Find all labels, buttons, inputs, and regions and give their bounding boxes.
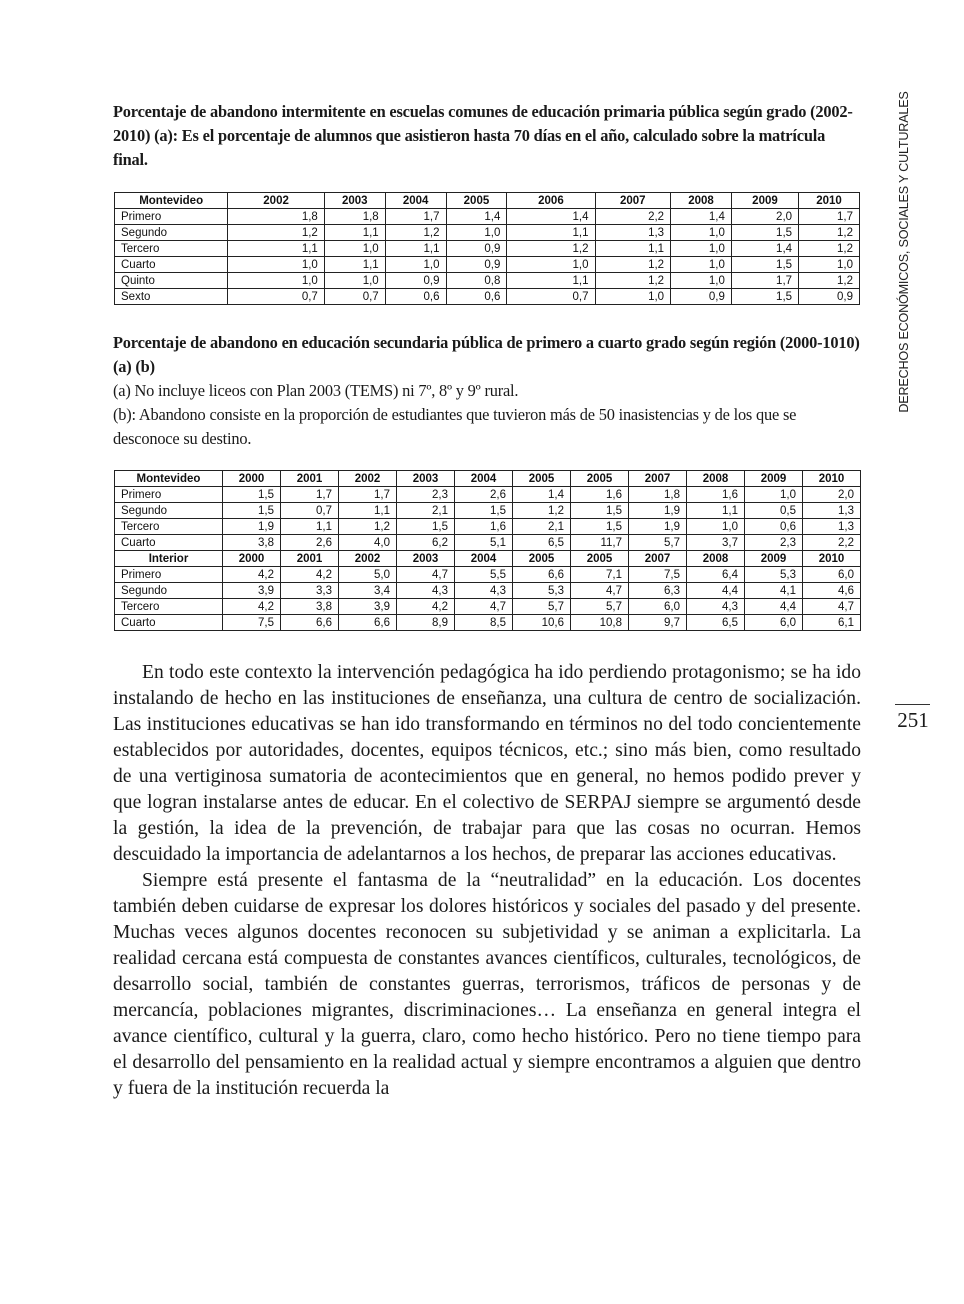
value-cell: 1,8 <box>228 209 325 225</box>
value-cell: 4,3 <box>687 599 745 615</box>
primary-dropout-table <box>114 192 860 305</box>
value-cell: 1,9 <box>223 519 281 535</box>
value-cell: 9,7 <box>629 615 687 631</box>
value-cell: 1,6 <box>571 487 629 503</box>
value-cell: 1,5 <box>731 257 798 273</box>
value-cell: 1,2 <box>799 273 860 289</box>
value-cell: 1,2 <box>339 519 397 535</box>
grade-label-cell: Tercero <box>115 599 223 615</box>
value-cell: 4,1 <box>745 583 803 599</box>
value-cell: 7,5 <box>223 615 281 631</box>
value-cell: 0,8 <box>446 273 507 289</box>
value-cell: 7,5 <box>629 567 687 583</box>
value-cell: 1,1 <box>281 519 339 535</box>
table-row <box>115 273 860 289</box>
table2-header-row <box>115 471 861 487</box>
value-cell: 5,3 <box>745 567 803 583</box>
value-cell: 1,0 <box>687 519 745 535</box>
value-cell: 1,2 <box>228 225 325 241</box>
value-cell: 1,4 <box>671 209 732 225</box>
year-header-cell: 2010 <box>803 551 861 567</box>
value-cell: 1,7 <box>799 209 860 225</box>
value-cell: 0,9 <box>799 289 860 305</box>
value-cell: 1,2 <box>513 503 571 519</box>
table2-note-b: (b): Abandono consiste en la proporción de estudiantes que tuvieron más de 50 inasistencias y de los que se desconoce su destino. <box>113 405 797 448</box>
grade-label-cell: Segundo <box>115 225 228 241</box>
year-header-cell: 2008 <box>687 551 745 567</box>
value-cell: 0,7 <box>324 289 385 305</box>
year-header-cell: 2005 <box>571 551 629 567</box>
value-cell: 2,1 <box>397 503 455 519</box>
table1-caption-title: Porcentaje de abandono intermitente en escuelas comunes de educación primaria pública según grado (2002-2010) (a): Es el porcentaje de alumnos que asistieron hasta 70 días en el año, calculado sobre la matrícula final. <box>113 102 853 169</box>
value-cell: 4,2 <box>223 599 281 615</box>
value-cell: 5,3 <box>513 583 571 599</box>
value-cell: 1,4 <box>513 487 571 503</box>
value-cell: 8,9 <box>397 615 455 631</box>
year-header-cell: 2002 <box>339 471 397 487</box>
value-cell: 0,9 <box>385 273 446 289</box>
table1-header-row <box>115 193 860 209</box>
value-cell: 4,0 <box>339 535 397 551</box>
running-head-vertical <box>893 91 915 413</box>
region-header-cell: Interior <box>115 551 223 567</box>
year-header-cell: 2004 <box>455 551 513 567</box>
value-cell: 1,8 <box>324 209 385 225</box>
value-cell: 4,3 <box>455 583 513 599</box>
value-cell: 10,8 <box>571 615 629 631</box>
value-cell: 1,1 <box>507 225 595 241</box>
value-cell: 0,6 <box>385 289 446 305</box>
value-cell: 0,5 <box>745 503 803 519</box>
value-cell: 4,2 <box>281 567 339 583</box>
year-header-cell: 2003 <box>397 551 455 567</box>
value-cell: 10,6 <box>513 615 571 631</box>
value-cell: 0,9 <box>446 257 507 273</box>
grade-label-cell: Cuarto <box>115 257 228 273</box>
value-cell: 4,3 <box>397 583 455 599</box>
year-header-cell: 2004 <box>385 193 446 209</box>
value-cell: 1,0 <box>671 241 732 257</box>
value-cell: 1,1 <box>324 257 385 273</box>
value-cell: 1,1 <box>324 225 385 241</box>
value-cell: 6,5 <box>687 615 745 631</box>
value-cell: 1,7 <box>281 487 339 503</box>
value-cell: 6,4 <box>687 567 745 583</box>
year-header-cell: 2005 <box>446 193 507 209</box>
value-cell: 1,9 <box>629 519 687 535</box>
value-cell: 4,4 <box>745 599 803 615</box>
value-cell: 1,1 <box>687 503 745 519</box>
value-cell: 1,5 <box>223 487 281 503</box>
value-cell: 1,1 <box>228 241 325 257</box>
grade-label-cell: Sexto <box>115 289 228 305</box>
running-head-text: DERECHOS ECONÓMICOS, SOCIALES Y CULTURALES <box>897 91 911 413</box>
value-cell: 2,2 <box>595 209 671 225</box>
value-cell: 6,6 <box>339 615 397 631</box>
year-header-cell: 2003 <box>324 193 385 209</box>
value-cell: 4,4 <box>687 583 745 599</box>
value-cell: 0,6 <box>446 289 507 305</box>
table-row <box>115 225 860 241</box>
value-cell: 11,7 <box>571 535 629 551</box>
year-header-cell: 2009 <box>745 551 803 567</box>
year-header-cell: 2003 <box>397 471 455 487</box>
value-cell: 1,1 <box>339 503 397 519</box>
value-cell: 5,7 <box>629 535 687 551</box>
table2-caption <box>113 331 861 451</box>
value-cell: 0,7 <box>228 289 325 305</box>
value-cell: 6,0 <box>803 567 861 583</box>
year-header-cell: 2001 <box>281 551 339 567</box>
value-cell: 0,7 <box>507 289 595 305</box>
value-cell: 1,1 <box>507 273 595 289</box>
value-cell: 4,7 <box>571 583 629 599</box>
value-cell: 5,1 <box>455 535 513 551</box>
value-cell: 6,1 <box>803 615 861 631</box>
grade-label-cell: Tercero <box>115 241 228 257</box>
value-cell: 1,9 <box>629 503 687 519</box>
table-row <box>115 535 861 551</box>
body-paragraph: En todo este contexto la intervención pedagógica ha ido perdiendo protagonismo; se ha ido instalando de hecho en las instituciones de enseñanza, una cultura de centro de socialización. Las instituciones educativas se han ido transformando en términos no del todo concientemente establecidos por autoridades, docentes, equipos técnicos, etc.; sino más bien, como resultado de una vertiginosa sumatoria de acontecimientos que en general, no hemos podido prever y que logran instalarse antes de educar. En el colectivo de SERPAJ siempre se argumentó desde la gestión, la idea de la prevención, de trabajar para que las cosas no ocurran. Hemos descuidado la importancia de adelantarnos a los hechos, de preparar las acciones educativas. <box>113 662 861 865</box>
year-header-cell: 2007 <box>629 471 687 487</box>
value-cell: 1,2 <box>385 225 446 241</box>
value-cell: 0,9 <box>671 289 732 305</box>
table2-caption-title: Porcentaje de abandono en educación secundaria pública de primero a cuarto grado según región (2000-1010) (a) (b) <box>113 333 860 376</box>
value-cell: 3,3 <box>281 583 339 599</box>
year-header-cell: 2004 <box>455 471 513 487</box>
value-cell: 3,9 <box>339 599 397 615</box>
table1-caption <box>113 100 861 172</box>
value-cell: 1,2 <box>595 273 671 289</box>
page-number: 251 <box>897 708 929 732</box>
grade-label-cell: Cuarto <box>115 615 223 631</box>
grade-label-cell: Segundo <box>115 503 223 519</box>
value-cell: 3,7 <box>687 535 745 551</box>
value-cell: 5,5 <box>455 567 513 583</box>
table2-note-a: (a) No incluye liceos con Plan 2003 (TEMS) ni 7º, 8º y 9º rural. <box>113 381 519 400</box>
grade-label-cell: Cuarto <box>115 535 223 551</box>
value-cell: 1,6 <box>455 519 513 535</box>
value-cell: 1,5 <box>731 289 798 305</box>
region-header-cell: Montevideo <box>115 471 223 487</box>
value-cell: 6,0 <box>629 599 687 615</box>
value-cell: 1,2 <box>799 241 860 257</box>
value-cell: 3,4 <box>339 583 397 599</box>
value-cell: 4,6 <box>803 583 861 599</box>
year-header-cell: 2001 <box>281 471 339 487</box>
value-cell: 2,6 <box>455 487 513 503</box>
value-cell: 2,0 <box>803 487 861 503</box>
value-cell: 1,7 <box>385 209 446 225</box>
table-row <box>115 503 861 519</box>
table-row <box>115 241 860 257</box>
year-header-cell: 2010 <box>803 471 861 487</box>
value-cell: 0,9 <box>446 241 507 257</box>
year-header-cell: 2009 <box>745 471 803 487</box>
value-cell: 1,3 <box>803 503 861 519</box>
body-text <box>113 660 861 1102</box>
value-cell: 1,0 <box>228 257 325 273</box>
table-row <box>115 289 860 305</box>
table-row <box>115 583 861 599</box>
value-cell: 1,0 <box>671 273 732 289</box>
grade-label-cell: Primero <box>115 209 228 225</box>
year-header-cell: 2010 <box>799 193 860 209</box>
year-header-cell: 2005 <box>571 471 629 487</box>
value-cell: 1,5 <box>397 519 455 535</box>
grade-label-cell: Primero <box>115 567 223 583</box>
value-cell: 1,8 <box>629 487 687 503</box>
value-cell: 1,4 <box>507 209 595 225</box>
grade-label-cell: Quinto <box>115 273 228 289</box>
value-cell: 1,0 <box>507 257 595 273</box>
value-cell: 2,6 <box>281 535 339 551</box>
year-header-cell: 2005 <box>513 471 571 487</box>
value-cell: 3,9 <box>223 583 281 599</box>
value-cell: 1,0 <box>671 225 732 241</box>
table-row <box>115 257 860 273</box>
value-cell: 1,2 <box>799 225 860 241</box>
value-cell: 4,7 <box>455 599 513 615</box>
table-row <box>115 519 861 535</box>
year-header-cell: 2002 <box>228 193 325 209</box>
table-row <box>115 567 861 583</box>
value-cell: 1,0 <box>446 225 507 241</box>
value-cell: 1,0 <box>228 273 325 289</box>
interior-header-row <box>115 551 861 567</box>
value-cell: 2,3 <box>745 535 803 551</box>
table1-body <box>115 209 860 305</box>
value-cell: 6,3 <box>629 583 687 599</box>
value-cell: 2,2 <box>803 535 861 551</box>
value-cell: 1,5 <box>223 503 281 519</box>
value-cell: 1,6 <box>687 487 745 503</box>
value-cell: 1,5 <box>731 225 798 241</box>
value-cell: 1,2 <box>507 241 595 257</box>
page-number-rule <box>895 704 930 705</box>
value-cell: 4,2 <box>397 599 455 615</box>
value-cell: 1,5 <box>571 519 629 535</box>
value-cell: 1,5 <box>571 503 629 519</box>
year-header-cell: 2008 <box>687 471 745 487</box>
value-cell: 1,4 <box>731 241 798 257</box>
value-cell: 1,0 <box>385 257 446 273</box>
value-cell: 4,7 <box>397 567 455 583</box>
year-header-cell: 2000 <box>223 471 281 487</box>
value-cell: 3,8 <box>281 599 339 615</box>
value-cell: 1,0 <box>324 241 385 257</box>
value-cell: 7,1 <box>571 567 629 583</box>
value-cell: 0,6 <box>745 519 803 535</box>
secondary-dropout-table <box>114 470 861 631</box>
value-cell: 8,5 <box>455 615 513 631</box>
value-cell: 1,0 <box>745 487 803 503</box>
value-cell: 2,1 <box>513 519 571 535</box>
value-cell: 1,7 <box>731 273 798 289</box>
value-cell: 1,4 <box>446 209 507 225</box>
value-cell: 1,3 <box>803 519 861 535</box>
value-cell: 6,0 <box>745 615 803 631</box>
grade-label-cell: Primero <box>115 487 223 503</box>
value-cell: 1,0 <box>324 273 385 289</box>
year-header-cell: 2002 <box>339 551 397 567</box>
grade-label-cell: Segundo <box>115 583 223 599</box>
body-paragraph: Siempre está presente el fantasma de la “neutralidad” en la educación. Los docentes también deben cuidarse de expresar los dolores históricos y sociales del pasado y del presente. Muchas veces algunos docentes reconocen su subjetividad y se animan a explicitarla. La realidad cercana está compuesta de constantes avances científicos, culturales, tecnológicos, de desarrollo social, también de constantes guerras, terrorismos, tráficos de personas y de mercancía, poblaciones migrantes, discriminaciones… La enseñanza en general integra el avance científico, cultural y la guerra, claro, como hecho histórico. Pero no tiene tiempo para el desarrollo del pensamiento en la realidad actual y siempre encontramos a alguien que dentro y fuera de la institución recuerda la <box>113 870 861 1099</box>
value-cell: 1,0 <box>595 289 671 305</box>
value-cell: 1,2 <box>595 257 671 273</box>
value-cell: 1,1 <box>595 241 671 257</box>
table2-body <box>115 487 861 631</box>
value-cell: 1,3 <box>595 225 671 241</box>
year-header-cell: 2009 <box>731 193 798 209</box>
value-cell: 0,7 <box>281 503 339 519</box>
table-row <box>115 615 861 631</box>
value-cell: 6,2 <box>397 535 455 551</box>
value-cell: 6,5 <box>513 535 571 551</box>
year-header-cell: 2008 <box>671 193 732 209</box>
value-cell: 1,5 <box>455 503 513 519</box>
value-cell: 1,0 <box>799 257 860 273</box>
year-header-cell: 2005 <box>513 551 571 567</box>
region-header-cell: Montevideo <box>115 193 228 209</box>
value-cell: 1,7 <box>339 487 397 503</box>
value-cell: 1,0 <box>671 257 732 273</box>
year-header-cell: 2007 <box>629 551 687 567</box>
value-cell: 4,7 <box>803 599 861 615</box>
year-header-cell: 2006 <box>507 193 595 209</box>
value-cell: 4,2 <box>223 567 281 583</box>
year-header-cell: 2000 <box>223 551 281 567</box>
value-cell: 2,3 <box>397 487 455 503</box>
year-header-cell: 2007 <box>595 193 671 209</box>
value-cell: 5,7 <box>571 599 629 615</box>
value-cell: 6,6 <box>513 567 571 583</box>
value-cell: 3,8 <box>223 535 281 551</box>
value-cell: 5,0 <box>339 567 397 583</box>
value-cell: 5,7 <box>513 599 571 615</box>
value-cell: 6,6 <box>281 615 339 631</box>
table-row <box>115 599 861 615</box>
grade-label-cell: Tercero <box>115 519 223 535</box>
value-cell: 2,0 <box>731 209 798 225</box>
value-cell: 1,1 <box>385 241 446 257</box>
table-row <box>115 209 860 225</box>
table-row <box>115 487 861 503</box>
